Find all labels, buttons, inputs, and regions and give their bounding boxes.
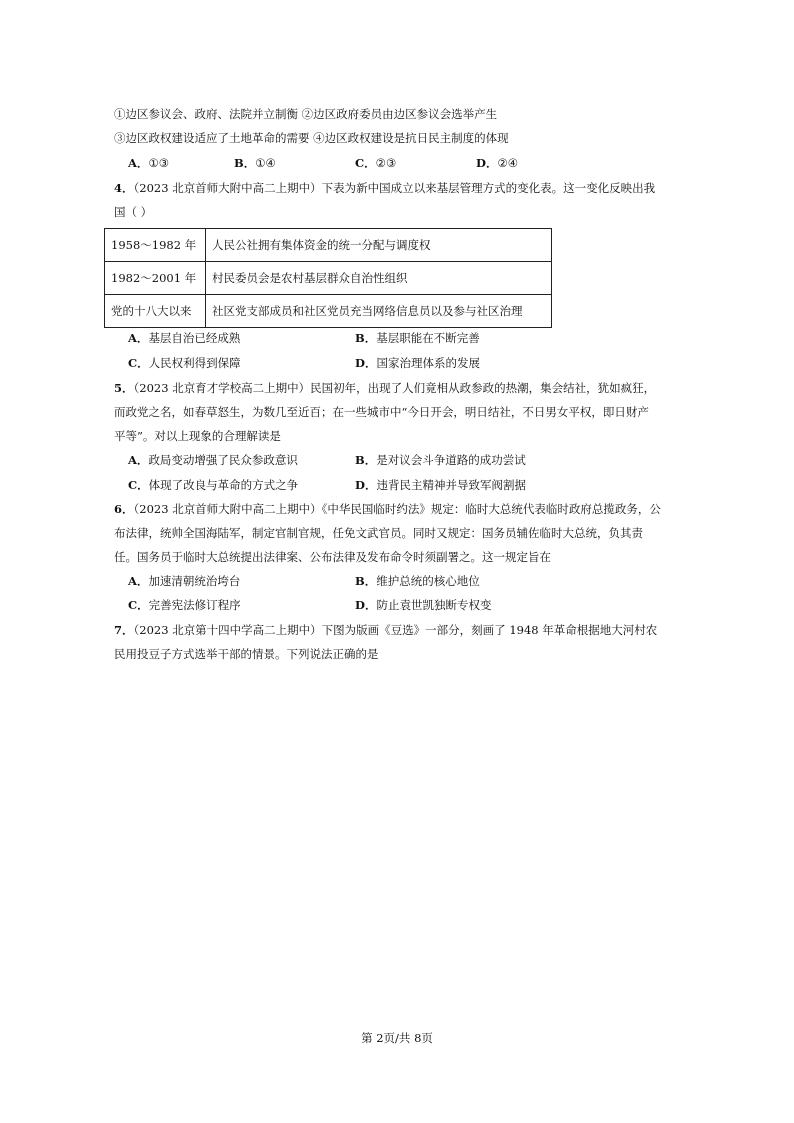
table-row	[105, 262, 552, 295]
q6-stem-line-3: 任。国务员于临时大总统提出法律案、公布法律及发布命令时须副署之。这一规定旨在	[114, 550, 551, 564]
q7-stem-line-2: 民用投豆子方式选举干部的情景。下列说法正确的是	[114, 647, 379, 661]
table-row	[105, 229, 552, 262]
table-cell-period: 1982～2001 年	[105, 262, 206, 295]
table-row	[105, 295, 552, 328]
q3-option-d[interactable]: D．②④	[476, 156, 519, 170]
q6-option-d[interactable]: D．防止袁世凯独断专权变	[355, 598, 492, 612]
q3-statement-line-2: ③边区政权建设适应了土地革命的需要 ④边区政权建设是抗日民主制度的体现	[114, 131, 509, 145]
q3-option-b[interactable]: B．①④	[234, 156, 276, 170]
q4-option-a[interactable]: A．基层自治已经成熟	[128, 331, 241, 345]
table-cell-period: 1958～1982 年	[105, 229, 206, 262]
table-cell-period: 党的十八大以来	[105, 295, 206, 328]
q4-table	[104, 228, 552, 328]
q7-number: 7．	[114, 623, 134, 637]
q6-stem-line-2: 布法律，统帅全国海陆军，制定官制官规，任免文武官员。同时又规定：国务员辅佐临时大总统，负其责	[114, 526, 643, 540]
q6-option-c[interactable]: C．完善宪法修订程序	[128, 598, 241, 612]
q4-number: 4．	[114, 181, 134, 195]
q3-statement-line-1: ①边区参议会、政府、法院并立制衡 ②边区政府委员由边区参议会选举产生	[114, 107, 498, 121]
q5-option-b[interactable]: B．是对议会斗争道路的成功尝试	[355, 453, 526, 467]
q7-stem-line-1: 7．（2023 北京第十四中学高二上期中）下图为版画《豆选》一部分，刻画了 1948 年革命根据地大河村农	[114, 623, 658, 637]
table-cell-description: 社区党支部成员和社区党员充当网络信息员以及参与社区治理	[206, 295, 552, 328]
q4-stem-line-1: 4．（2023 北京首师大附中高二上期中）下表为新中国成立以来基层管理方式的变化表。这一变化反映出我	[114, 181, 656, 195]
q6-option-b[interactable]: B．维护总统的核心地位	[355, 574, 480, 588]
q3-option-a[interactable]: A．①③	[128, 156, 170, 170]
q6-stem-line-1: 6．（2023 北京首师大附中高二上期中）《中华民国临时约法》规定：临时大总统代表临时政府总揽政务，公	[114, 502, 661, 516]
q4-option-b[interactable]: B．基层职能在不断完善	[355, 331, 480, 345]
q4-option-d[interactable]: D．国家治理体系的发展	[355, 356, 480, 370]
q5-option-a[interactable]: A．政局变动增强了民众参政意识	[128, 453, 298, 467]
q5-stem-line-3: 平等”。对以上现象的合理解读是	[114, 429, 281, 443]
table-cell-description: 人民公社拥有集体资金的统一分配与调度权	[206, 229, 552, 262]
page-footer: 第 2页/共 8页	[361, 1031, 433, 1045]
table-cell-description: 村民委员会是农村基层群众自治性组织	[206, 262, 552, 295]
q5-stem-line-2: 而政党之名，如春草怒生，为数几至近百；在一些城市中“今日开会，明日结社，不日男女平权，即日财产	[114, 405, 649, 419]
q5-stem-line-1: 5．（2023 北京育才学校高二上期中）民国初年，出现了人们竟相从政参政的热潮，集会结社，犹如疯狂，	[114, 381, 656, 395]
q5-option-d[interactable]: D．违背民主精神并导致军阀割据	[355, 478, 526, 492]
q6-number: 6．	[114, 502, 134, 516]
q5-option-c[interactable]: C．体现了改良与革命的方式之争	[128, 478, 299, 492]
q4-stem-line-2: 国（ ）	[114, 205, 153, 219]
q6-option-a[interactable]: A．加速清朝统治垮台	[128, 574, 241, 588]
q4-option-c[interactable]: C．人民权利得到保障	[128, 356, 241, 370]
q5-number: 5．	[114, 381, 134, 395]
q3-option-c[interactable]: C．②③	[355, 156, 397, 170]
